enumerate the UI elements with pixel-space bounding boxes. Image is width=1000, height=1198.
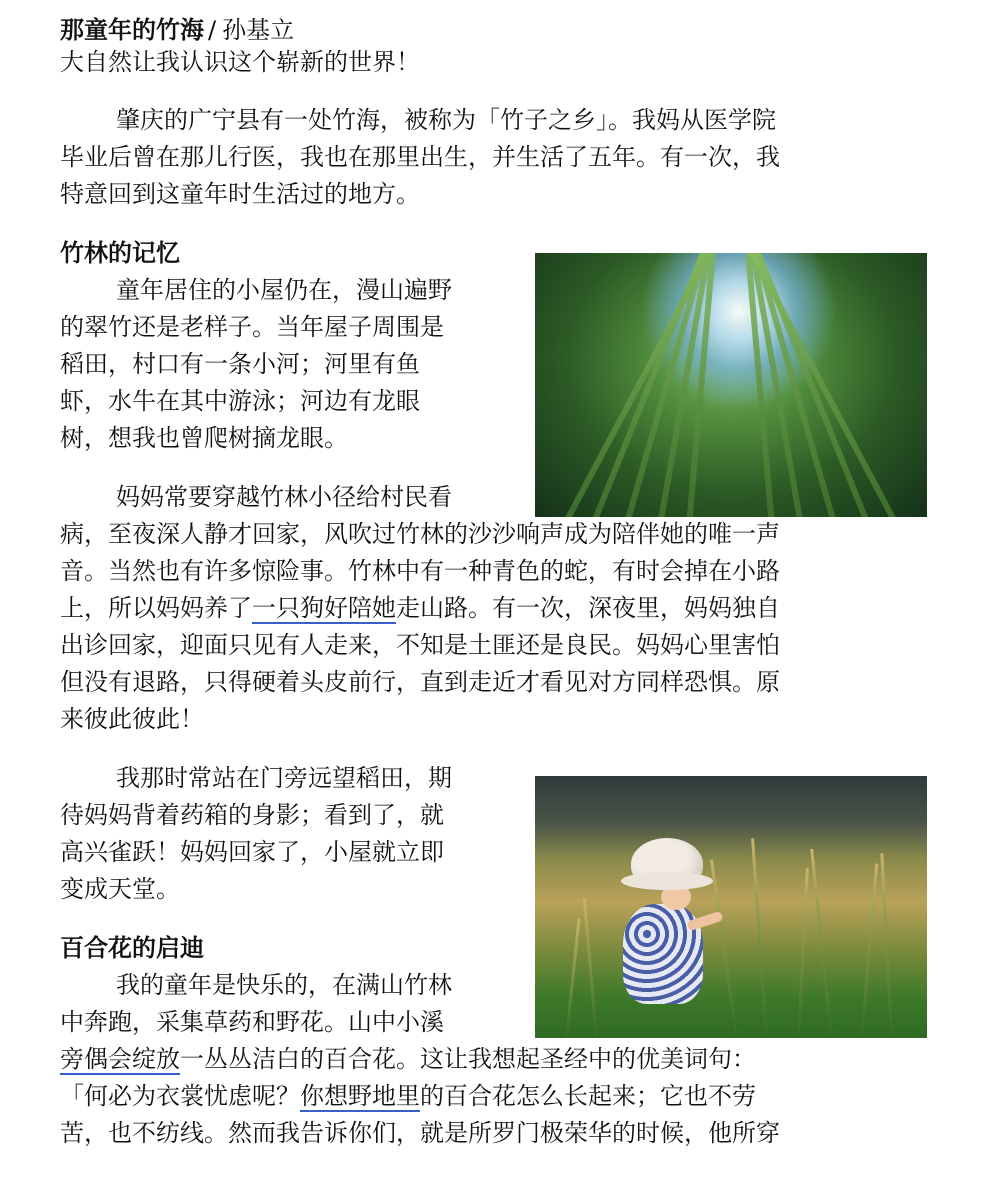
s2-line-3-post: 一丛丛洁白的百合花。这让我想起圣经中的优美词句：	[180, 1045, 756, 1073]
s2-line-5: 苦，也不纺线。然而我告诉你们，就是所罗门极荣华的时候，他所穿	[60, 1119, 780, 1147]
article	[60, 14, 928, 1152]
s2-line-4-post: 的百合花怎么长起来；它也不劳	[420, 1082, 756, 1110]
s1-p1-line-4: 虾，水牛在其中游泳；河边有龙眼	[60, 387, 420, 415]
title-line	[60, 14, 928, 46]
s1-p1-line-1: 童年居住的小屋仍在，漫山遍野	[116, 276, 452, 304]
underlined-phrase-field: 你想野地里	[300, 1082, 420, 1110]
s1-p2-line-6: 但没有退路，只得硬着头皮前行，直到走近才看见对方同样恐惧。原	[60, 668, 780, 696]
s1-p3-line-1: 我那时常站在门旁远望稻田，期	[116, 764, 452, 792]
s2-line-4-pre: 「何必为衣裳忧虑呢？	[60, 1082, 300, 1110]
intro-line-2: 毕业后曾在那儿行医，我也在那里出生，并生活了五年。有一次，我	[60, 143, 780, 171]
s1-p2-line-1: 妈妈常要穿越竹林小径给村民看	[116, 483, 452, 511]
s2-line-1: 我的童年是快乐的，在满山竹林	[116, 971, 452, 999]
s1-p1-line-3: 稻田，村口有一条小河；河里有鱼	[60, 350, 420, 378]
child-in-rice-field-photo	[535, 776, 927, 1038]
s1-p3-line-2: 待妈妈背着药箱的身影；看到了，就	[60, 801, 444, 829]
section-heading-lily: 百合花的启迪	[60, 934, 204, 962]
child-figure	[613, 838, 723, 1008]
bamboo-forest-photo	[535, 253, 927, 517]
intro-line-3: 特意回到这童年时生活过的地方。	[60, 180, 420, 208]
article-subtitle: 大自然让我认识这个崭新的世界！	[60, 48, 420, 76]
intro-line-1: 肇庆的广宁县有一处竹海，被称为「竹子之乡」。我妈从医学院	[116, 106, 776, 134]
article-author: 孙基立	[222, 16, 295, 44]
title-separator: /	[208, 16, 217, 44]
article-title: 那童年的竹海	[60, 16, 204, 44]
s1-p2-line-4-post: 走山路。有一次，深夜里，妈妈独自	[396, 594, 780, 622]
s1-p3-line-4: 变成天堂。	[60, 875, 180, 903]
underlined-phrase-dog: 一只狗好陪她	[252, 594, 396, 622]
s1-p2-line-4-pre: 上，所以妈妈养了	[60, 594, 252, 622]
s1-p1-line-5: 树，想我也曾爬树摘龙眼。	[60, 424, 348, 452]
s1-p2-line-2: 病，至夜深人静才回家，风吹过竹林的沙沙响声成为陪伴她的唯一声	[60, 520, 780, 548]
s1-p1-line-2: 的翠竹还是老样子。当年屋子周围是	[60, 313, 444, 341]
s1-p2-line-7: 来彼此彼此！	[60, 705, 204, 733]
s1-p3-line-3: 高兴雀跃！妈妈回家了，小屋就立即	[60, 838, 444, 866]
section-heading-bamboo-memory: 竹林的记忆	[60, 239, 180, 267]
s2-line-4	[60, 1078, 928, 1115]
s1-p2-line-5: 出诊回家，迎面只见有人走来，不知是土匪还是良民。妈妈心里害怕	[60, 631, 780, 659]
s1-p2-line-4	[60, 590, 928, 627]
underlined-phrase-stream: 旁偶会绽放	[60, 1045, 180, 1073]
s1-p2-line-3: 音。当然也有许多惊险事。竹林中有一种青色的蛇，有时会掉在小路	[60, 557, 780, 585]
s2-line-3	[60, 1041, 928, 1078]
s2-line-2: 中奔跑，采集草药和野花。山中小溪	[60, 1008, 444, 1036]
